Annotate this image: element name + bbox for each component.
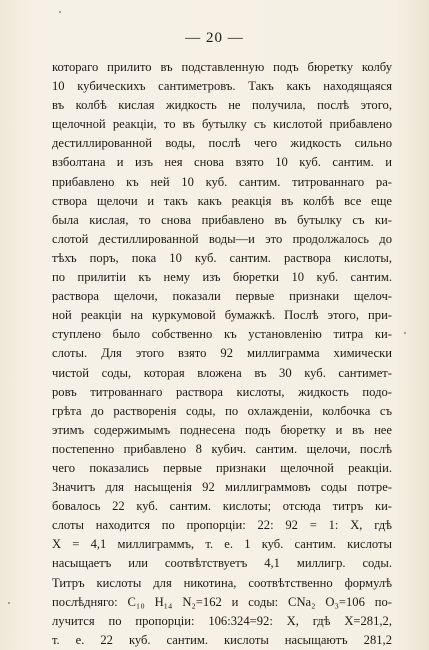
text-line-4: щелочной реакціи, то въ бутылку съ кислотой прибавлено (52, 117, 392, 132)
text-line-10: слотой дестиллированной воды—и это продолжалось до (52, 231, 392, 246)
text-line-11: тѣхъ поръ, пока 10 куб. сантим. раствора кислоты, (52, 250, 392, 265)
text-line-3: въ колбѣ кислая жидкость не получила, послѣ этого, (52, 98, 392, 113)
page-number: — 20 — (185, 30, 244, 46)
text-line-15: ступлено было собственно къ установленію титра ки- (52, 327, 392, 342)
text-line-13: раствора щелочи, показали первые признаки щелоч- (52, 289, 392, 304)
body-text (52, 58, 392, 650)
text-line-7: прибавлено къ ней 10 куб. сантим. титрованнаго ра- (52, 174, 392, 189)
text-line-19: грѣта до растворенія соды, по охлажденіи, колбочка съ (52, 403, 392, 418)
text-line-27: насыщаетъ или соотвѣтствуетъ 4,1 миллигр. соды. (52, 556, 392, 571)
text-line-2: 10 кубическихъ сантиметровъ. Такъ какъ находящаяся (52, 79, 392, 94)
text-line-9: была кислая, то снова прибавлено въ бутылку съ ки- (52, 212, 392, 227)
text-line-8: створа щелочи и такъ какъ реакція въ колбѣ все еще (52, 193, 392, 208)
text-line-25: слоты находится по пропорціи: 22: 92 = 1: X, гдѣ (52, 518, 392, 533)
text-line-16: слоты. Для этого взято 92 миллиграмма химически (52, 346, 392, 361)
paper-speck (404, 332, 406, 334)
text-line-6: взболтана и изъ нея снова взято 10 куб. сантим. и (52, 155, 392, 170)
paper-speck (8, 602, 10, 604)
text-line-5: дестиллированной воды, послѣ чего жидкость сильно (52, 136, 392, 151)
paper-speck (59, 11, 61, 13)
text-line-31: т. е. 22 куб. сантим. кислоты насыщаютъ 281,2 (52, 632, 392, 647)
text-line-22: чего показались первые признаки щелочной реакціи. (52, 460, 392, 475)
text-line-28: Титръ кислоты для никотина, соотвѣтственно формулѣ (52, 575, 392, 590)
text-line-12: по прилитіи къ нему изъ бюретки 10 куб. сантим. (52, 270, 392, 285)
text-line-18: ровъ титрованнаго раствора кислоты, жидкость подо- (52, 384, 392, 399)
text-line-30: лучится по пропорціи: 106:324=92: X, гдѣ X=281,2, (52, 613, 392, 628)
text-line-24: бовалось 22 куб. сантим. кислоты; отсюда титръ ки- (52, 499, 392, 514)
text-line-14: ной реакціи на куркумовой бумажкѣ. Послѣ этого, при- (52, 308, 392, 323)
text-line-17: чистой соды, которая вложена въ 30 куб. сантимет- (52, 365, 392, 380)
text-line-1: котораго прилито въ подставленную подъ бюретку колбу (52, 60, 392, 74)
text-line-29: послѣдняго: C₁₀ H₁₄ N₂=162 и соды: CNa₂ O₃=106 по- (52, 594, 392, 609)
text-line-21: постепенно прибавлено 8 кубич. сантим. щелочи, послѣ (52, 441, 392, 456)
text-line-26: X = 4,1 миллиграммъ, т. е. 1 куб. сантим. кислоты (52, 537, 392, 552)
text-line-23: Значитъ для насыщенія 92 миллиграммовъ соды потре- (52, 480, 392, 495)
text-line-20: этимъ содержимымъ поднесена подъ бюретку и въ нее (52, 422, 392, 437)
